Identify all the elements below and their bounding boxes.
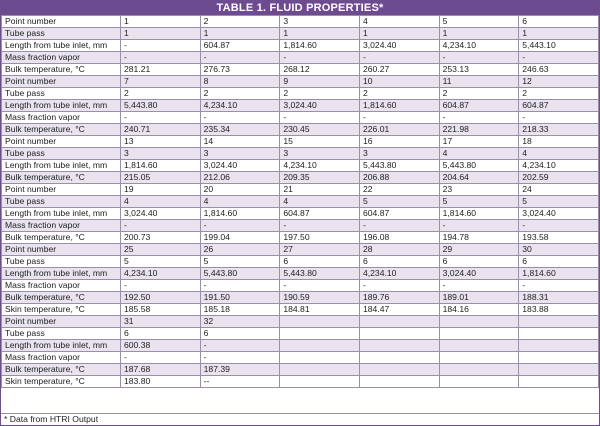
table-cell: 196.08	[359, 232, 439, 244]
row-label: Length from tube inlet, mm	[2, 340, 121, 352]
table-cell: 4,234.10	[280, 160, 360, 172]
row-label: Tube pass	[2, 256, 121, 268]
table-row	[2, 76, 599, 88]
table-cell: 1,814.60	[121, 160, 201, 172]
table-cell: 19	[121, 184, 201, 196]
row-label: Bulk temperature, °C	[2, 364, 121, 376]
table-cell: -	[359, 220, 439, 232]
table-cell: 212.06	[200, 172, 280, 184]
table-cell: 1	[280, 28, 360, 40]
table-cell: 226.01	[359, 124, 439, 136]
table-row	[2, 376, 599, 388]
row-label: Point number	[2, 76, 121, 88]
table-row	[2, 124, 599, 136]
table-cell: 10	[359, 76, 439, 88]
row-label: Skin temperature, °C	[2, 304, 121, 316]
row-label: Length from tube inlet, mm	[2, 100, 121, 112]
table-cell: 199.04	[200, 232, 280, 244]
table-cell: 21	[280, 184, 360, 196]
row-label: Point number	[2, 244, 121, 256]
table-row	[2, 196, 599, 208]
table-row	[2, 340, 599, 352]
table-cell: 3,024.40	[439, 268, 519, 280]
table-row	[2, 64, 599, 76]
table-row	[2, 268, 599, 280]
table-row	[2, 316, 599, 328]
table-cell: 206.88	[359, 172, 439, 184]
table-cell: 600.38	[121, 340, 201, 352]
table-cell: 184.81	[280, 304, 360, 316]
table-cell	[439, 316, 519, 328]
row-label: Mass fraction vapor	[2, 52, 121, 64]
table-cell: 268.12	[280, 64, 360, 76]
table-cell: 18	[519, 136, 599, 148]
table-cell: -	[280, 112, 360, 124]
table-cell: -	[200, 112, 280, 124]
table-cell: 235.34	[200, 124, 280, 136]
table-cell: 193.58	[519, 232, 599, 244]
table-cell	[280, 364, 360, 376]
table-cell: 6	[519, 256, 599, 268]
table-cell: 3,024.40	[280, 100, 360, 112]
table-row	[2, 172, 599, 184]
table-cell: 604.87	[439, 100, 519, 112]
table-row	[2, 304, 599, 316]
table-row	[2, 280, 599, 292]
table-cell: 4	[439, 148, 519, 160]
table-cell: 3,024.40	[359, 40, 439, 52]
table-cell	[519, 340, 599, 352]
table-cell: 204.64	[439, 172, 519, 184]
table-cell: -	[519, 220, 599, 232]
table-cell: 4	[121, 196, 201, 208]
table-cell: 1	[121, 16, 201, 28]
table-cell: 4,234.10	[519, 160, 599, 172]
table-cell: 1,814.60	[519, 268, 599, 280]
table-cell	[359, 340, 439, 352]
row-label: Tube pass	[2, 88, 121, 100]
table-cell: 6	[359, 256, 439, 268]
table-row	[2, 244, 599, 256]
table-row	[2, 136, 599, 148]
table-cell: 2	[121, 88, 201, 100]
table-cell	[519, 364, 599, 376]
table-cell: 189.76	[359, 292, 439, 304]
table-cell	[359, 364, 439, 376]
table-cell: 185.58	[121, 304, 201, 316]
table-cell: 14	[200, 136, 280, 148]
table-cell: 3	[121, 148, 201, 160]
table-cell: 1	[519, 28, 599, 40]
table-cell: 604.87	[200, 40, 280, 52]
table-cell: 5	[200, 256, 280, 268]
table-cell	[359, 328, 439, 340]
table-cell: 7	[121, 76, 201, 88]
table-row	[2, 112, 599, 124]
row-label: Length from tube inlet, mm	[2, 160, 121, 172]
table-cell: 192.50	[121, 292, 201, 304]
table-cell: 4	[200, 196, 280, 208]
table-cell: 12	[519, 76, 599, 88]
table-cell: -	[439, 52, 519, 64]
table-cell: -	[121, 352, 201, 364]
table-cell: --	[200, 376, 280, 388]
footnote: * Data from HTRI Output	[1, 413, 599, 425]
table-cell: 6	[280, 256, 360, 268]
table-cell: 183.80	[121, 376, 201, 388]
table-cell: 5,443.80	[280, 268, 360, 280]
table-cell: 31	[121, 316, 201, 328]
table-cell: 189.01	[439, 292, 519, 304]
table-cell	[519, 352, 599, 364]
table-row	[2, 208, 599, 220]
table-cell: 5	[439, 16, 519, 28]
table-cell: -	[280, 280, 360, 292]
table-cell: 1,814.60	[280, 40, 360, 52]
table-title: TABLE 1. FLUID PROPERTIES*	[1, 1, 599, 15]
table-cell: 2	[439, 88, 519, 100]
table-cell: 2	[200, 16, 280, 28]
row-label: Tube pass	[2, 28, 121, 40]
table-cell: 2	[280, 88, 360, 100]
row-label: Length from tube inlet, mm	[2, 40, 121, 52]
table-cell	[280, 316, 360, 328]
table-cell: -	[439, 220, 519, 232]
row-label: Point number	[2, 16, 121, 28]
table-cell: 32	[200, 316, 280, 328]
table-cell: 202.59	[519, 172, 599, 184]
table-cell: 6	[519, 16, 599, 28]
table-cell: 218.33	[519, 124, 599, 136]
table-cell	[439, 340, 519, 352]
table-cell: -	[121, 112, 201, 124]
table-cell: 188.31	[519, 292, 599, 304]
table-cell: 23	[439, 184, 519, 196]
table-row	[2, 220, 599, 232]
table-cell: 3	[200, 148, 280, 160]
table-cell: -	[121, 40, 201, 52]
table-cell	[519, 316, 599, 328]
table-cell	[280, 340, 360, 352]
table-cell: 2	[200, 88, 280, 100]
table-cell: 197.50	[280, 232, 360, 244]
table-cell: 5,443.10	[519, 40, 599, 52]
table-cell: 276.73	[200, 64, 280, 76]
table-cell: 20	[200, 184, 280, 196]
table-cell: 5,443.80	[200, 268, 280, 280]
table-cell: 5	[439, 196, 519, 208]
table-cell: 5	[121, 256, 201, 268]
table-cell	[359, 316, 439, 328]
table-cell: 24	[519, 184, 599, 196]
table-cell: 3	[280, 16, 360, 28]
table-cell: 15	[280, 136, 360, 148]
table-row	[2, 88, 599, 100]
row-label: Mass fraction vapor	[2, 352, 121, 364]
table-cell: -	[200, 52, 280, 64]
table-cell: -	[519, 112, 599, 124]
row-label: Point number	[2, 316, 121, 328]
table-cell: 3,024.40	[200, 160, 280, 172]
table-cell: 28	[359, 244, 439, 256]
table-cell: 30	[519, 244, 599, 256]
row-label: Mass fraction vapor	[2, 112, 121, 124]
table-cell: -	[519, 280, 599, 292]
table-cell: 194.78	[439, 232, 519, 244]
table-cell: 8	[200, 76, 280, 88]
table-cell: -	[200, 220, 280, 232]
table-cell: 1	[359, 28, 439, 40]
table-cell: 4,234.10	[121, 268, 201, 280]
table-cell: 5,443.80	[359, 160, 439, 172]
table-row	[2, 28, 599, 40]
table-cell: 3	[359, 148, 439, 160]
table-cell: 9	[280, 76, 360, 88]
table-cell: -	[359, 280, 439, 292]
row-label: Bulk temperature, °C	[2, 124, 121, 136]
table-cell	[519, 328, 599, 340]
table-cell: 183.88	[519, 304, 599, 316]
table-cell: 185.18	[200, 304, 280, 316]
row-label: Tube pass	[2, 196, 121, 208]
table-cell: 604.87	[359, 208, 439, 220]
table-cell: 2	[519, 88, 599, 100]
row-label: Bulk temperature, °C	[2, 172, 121, 184]
table-cell: -	[359, 112, 439, 124]
table-cell: -	[280, 52, 360, 64]
table-cell: 1,814.60	[359, 100, 439, 112]
row-label: Tube pass	[2, 148, 121, 160]
table-cell	[439, 352, 519, 364]
table-cell: 4	[359, 16, 439, 28]
table-cell: 29	[439, 244, 519, 256]
table-cell: 187.68	[121, 364, 201, 376]
row-label: Point number	[2, 184, 121, 196]
row-label: Point number	[2, 136, 121, 148]
table-cell: 187.39	[200, 364, 280, 376]
table-cell: 25	[121, 244, 201, 256]
table-row	[2, 148, 599, 160]
table-cell: 5	[359, 196, 439, 208]
table-cell: 16	[359, 136, 439, 148]
table-cell: 3,024.40	[519, 208, 599, 220]
table-cell: -	[200, 340, 280, 352]
table-cell: -	[280, 220, 360, 232]
table-cell	[280, 328, 360, 340]
table-cell: 253.13	[439, 64, 519, 76]
table-cell: 281.21	[121, 64, 201, 76]
table-row	[2, 52, 599, 64]
row-label: Skin temperature, °C	[2, 376, 121, 388]
table-cell: 11	[439, 76, 519, 88]
row-label: Mass fraction vapor	[2, 280, 121, 292]
table-cell	[359, 376, 439, 388]
row-label: Length from tube inlet, mm	[2, 268, 121, 280]
table-row	[2, 256, 599, 268]
table-cell: -	[121, 52, 201, 64]
table-cell: 1,814.60	[439, 208, 519, 220]
table-cell: 190.59	[280, 292, 360, 304]
table-cell	[280, 352, 360, 364]
table-cell: 200.73	[121, 232, 201, 244]
table-cell: 4	[519, 148, 599, 160]
table-cell: 13	[121, 136, 201, 148]
table-cell: 260.27	[359, 64, 439, 76]
table-row	[2, 16, 599, 28]
table-cell: 6	[439, 256, 519, 268]
table-cell	[280, 376, 360, 388]
table-cell: -	[439, 280, 519, 292]
table-cell: 6	[200, 328, 280, 340]
row-label: Bulk temperature, °C	[2, 64, 121, 76]
row-label: Bulk temperature, °C	[2, 292, 121, 304]
table-cell: -	[200, 352, 280, 364]
table-cell: 26	[200, 244, 280, 256]
table-cell: 27	[280, 244, 360, 256]
table-cell: -	[121, 220, 201, 232]
table-cell: 230.45	[280, 124, 360, 136]
table-row	[2, 40, 599, 52]
table-row	[2, 292, 599, 304]
table-row	[2, 160, 599, 172]
table-cell: -	[359, 52, 439, 64]
table-cell: 215.05	[121, 172, 201, 184]
table-cell	[439, 364, 519, 376]
row-label: Tube pass	[2, 328, 121, 340]
table-cell: 22	[359, 184, 439, 196]
table-row	[2, 328, 599, 340]
table-cell: 4,234.10	[439, 40, 519, 52]
table-cell: 1	[439, 28, 519, 40]
table-cell: 4,234.10	[200, 100, 280, 112]
table-cell: 191.50	[200, 292, 280, 304]
table-row	[2, 232, 599, 244]
table-row	[2, 184, 599, 196]
table-cell: 17	[439, 136, 519, 148]
fluid-properties-table	[1, 15, 599, 388]
table-cell: 604.87	[280, 208, 360, 220]
table-cell: 184.16	[439, 304, 519, 316]
table-cell: -	[200, 280, 280, 292]
row-label: Bulk temperature, °C	[2, 232, 121, 244]
table-cell: 246.63	[519, 64, 599, 76]
table-cell: 5	[519, 196, 599, 208]
table-cell: 184.47	[359, 304, 439, 316]
table-cell: 2	[359, 88, 439, 100]
table-cell: 4,234.10	[359, 268, 439, 280]
table-cell	[439, 328, 519, 340]
table-cell: 1	[121, 28, 201, 40]
table-cell: 4	[280, 196, 360, 208]
table-cell	[519, 376, 599, 388]
table-cell: 3,024.40	[121, 208, 201, 220]
table-cell: 209.35	[280, 172, 360, 184]
table-cell: -	[121, 280, 201, 292]
row-label: Length from tube inlet, mm	[2, 208, 121, 220]
table-row	[2, 364, 599, 376]
table-row	[2, 100, 599, 112]
table-cell: 3	[280, 148, 360, 160]
table-cell: 5,443.80	[121, 100, 201, 112]
row-label: Mass fraction vapor	[2, 220, 121, 232]
table-cell: 604.87	[519, 100, 599, 112]
table-cell: 1,814.60	[200, 208, 280, 220]
table-cell: 240.71	[121, 124, 201, 136]
table-cell: 1	[200, 28, 280, 40]
table-cell	[439, 376, 519, 388]
table-cell: -	[519, 52, 599, 64]
table-cell: 221.98	[439, 124, 519, 136]
table-row	[2, 352, 599, 364]
table-cell: -	[439, 112, 519, 124]
table-cell: 6	[121, 328, 201, 340]
table-cell: 5,443.80	[439, 160, 519, 172]
table-cell	[359, 352, 439, 364]
